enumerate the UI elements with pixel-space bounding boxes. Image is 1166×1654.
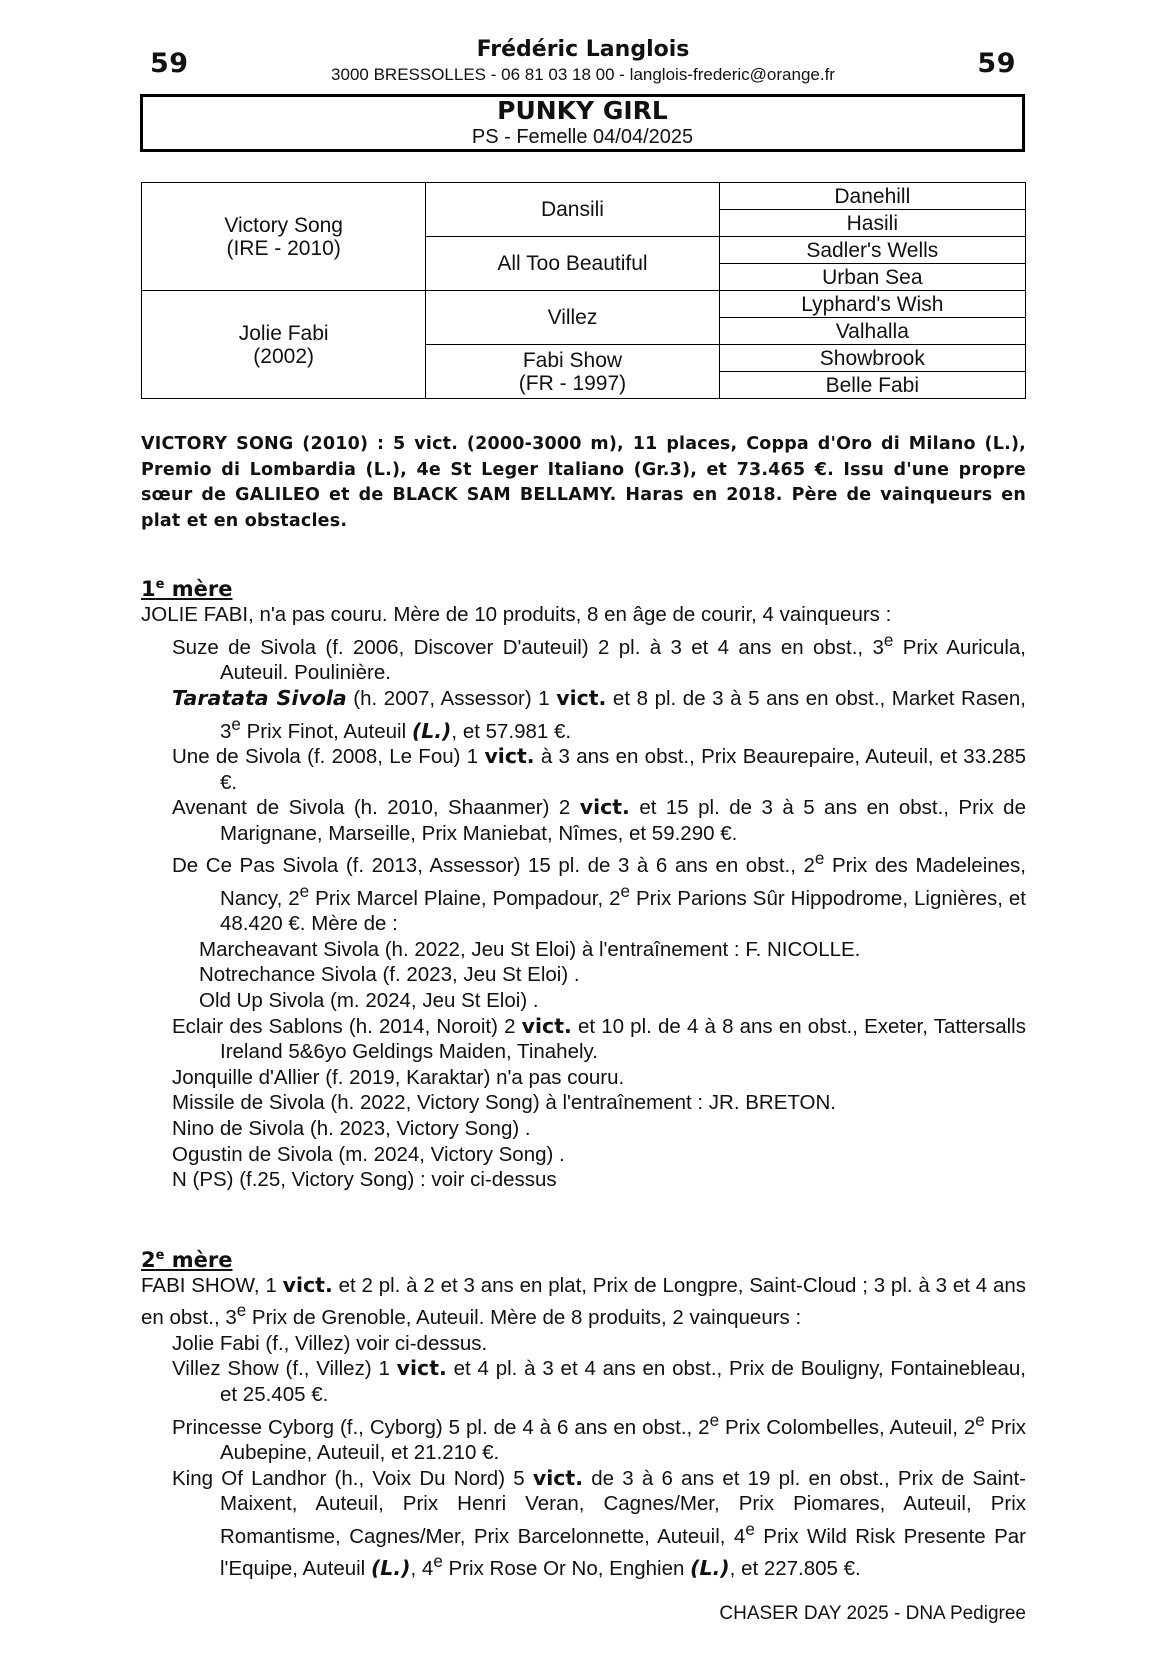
granddaughter-produce-1: Marcheavant Sivola (h. 2022, Jeu St Eloi) à l'entraînement : F. NICOLLE. (199, 937, 861, 961)
pedigree-g3-7: Showbrook (719, 345, 1025, 372)
second-dam-produce-1: Jolie Fabi (f., Villez) voir ci-dessus. (172, 1331, 488, 1355)
pedigree-dam (142, 291, 426, 399)
pedigree-g3-4: Urban Sea (719, 264, 1025, 291)
first-dam-produce-5: De Ce Pas Sivola (f. 2013, Assessor) 15 pl. de 3 à 6 ans en obst., 2e Prix des Madeleines, Nancy, 2e Prix Marcel Plaine, Pompadour, 2e Prix Parions Sûr Hippodrome, Lignières, et 48.420 €. Mère de : (172, 849, 1026, 936)
first-dam-heading: 1e mère (141, 577, 233, 602)
pedigree-g3-5: Lyphard's Wish (719, 291, 1025, 318)
pedigree-g3-6: Valhalla (719, 318, 1025, 345)
first-dam-produce-9: Nino de Sivola (h. 2023, Victory Song) . (172, 1116, 531, 1140)
sire-info: (IRE - 2010) (226, 236, 341, 260)
first-dam-produce-2: Taratata Sivola (h. 2007, Assessor) 1 vict. et 8 pl. de 3 à 5 ans en obst., Market Rasen, 3e Prix Finot, Auteuil (L.), et 57.981 €. (172, 685, 1026, 743)
dam-dam-info: (FR - 1997) (518, 371, 627, 395)
pedigree-g3-2: Hasili (719, 210, 1025, 237)
pedigree-sire (142, 183, 426, 291)
first-dam-produce-4: Avenant de Sivola (h. 2010, Shaanmer) 2 vict. et 15 pl. de 3 à 5 ans en obst., Prix de Marignane, Marseille, Prix Maniebat, Nîmes, et 59.290 €. (172, 795, 1026, 845)
consignor-name: Frédéric Langlois (476, 37, 690, 62)
pedigree-g3-8: Belle Fabi (719, 372, 1025, 399)
second-dam-intro: FABI SHOW, 1 vict. et 2 pl. à 2 et 3 ans en plat, Prix de Longpre, Saint-Cloud ; 3 pl. à 3 et 4 ans en obst., 3e Prix de Grenoble, Auteuil. Mère de 8 produits, 2 vainqueurs : (141, 1272, 1026, 1330)
sire-description: VICTORY SONG (2010) : 5 vict. (2000-3000 m), 11 places, Coppa d'Oro di Milano (L.), Premio di Lombardia (L.), 4e St Leger Italiano (Gr.3), et 73.465 €. Issu d'une propre sœur de GALILEO et de BLACK SAM BELLAMY. Haras en 2018. Père de vainqueurs en plat et en obstacles. (141, 434, 1026, 531)
pedigree-dam-sire: Villez (426, 291, 719, 345)
granddaughter-produce-3: Old Up Sivola (m. 2024, Jeu St Eloi) . (199, 989, 539, 1012)
second-dam-heading: 2e mère (141, 1247, 233, 1272)
second-dam-produce-3: Princesse Cyborg (f., Cyborg) 5 pl. de 4 à 6 ans en obst., 2e Prix Colombelles, Auteuil, 2e Prix Aubepine, Auteuil, et 21.210 €. (172, 1410, 1027, 1464)
first-dam-produce-8: Missile de Sivola (h. 2022, Victory Song) à l'entraînement : JR. BRETON. (172, 1091, 836, 1115)
dam-dam-name: Fabi Show (522, 348, 623, 372)
first-dam-produce-7: Jonquille d'Allier (f. 2019, Karaktar) n'a pas couru. (172, 1065, 625, 1089)
lot-number-right: 59 (977, 48, 1016, 79)
pedigree-table (141, 182, 1026, 399)
first-dam-produce-1: Suze de Sivola (f. 2006, Discover D'auteuil) 2 pl. à 3 et 4 ans en obst., 3e Prix Auricula, Auteuil. Poulinière. (172, 630, 1026, 685)
first-dam-produce-6: Eclair des Sablons (h. 2014, Noroit) 2 vict. et 10 pl. de 4 à 8 ans en obst., Exeter, Tattersalls Ireland 5&6yo Geldings Maiden, Tinahely. (172, 1013, 1026, 1064)
dam-name: Jolie Fabi (238, 321, 329, 345)
sire-name: Victory Song (224, 213, 343, 237)
second-dam-produce-4: King Of Landhor (h., Voix Du Nord) 5 vict. de 3 à 6 ans et 19 pl. en obst., Prix de Saint-Maixent, Auteuil, Prix Henri Veran, Cagnes/Mer, Prix Piomares, Auteuil, Prix Romantisme, Cagnes/Mer, Prix Barcelonnette, Auteuil, 4e Prix Wild Risk Presente Par l'Equipe, Auteuil (L.), 4e Prix Rose Or No, Enghien (L.), et 227.805 €. (172, 1465, 1026, 1580)
consignor-address: 3000 BRESSOLLES - 06 81 03 18 00 - langlois-frederic@orange.fr (331, 65, 835, 84)
pedigree-g3-3: Sadler's Wells (719, 237, 1025, 264)
catalogue-content (141, 432, 1026, 1582)
first-dam-produce-10: Ogustin de Sivola (m. 2024, Victory Song) . (172, 1142, 565, 1166)
pedigree-g3-1: Danehill (719, 183, 1025, 210)
pedigree-sire-sire: Dansili (426, 183, 719, 237)
horse-name: PUNKY GIRL (497, 96, 668, 125)
horse-title-box (140, 94, 1025, 152)
first-dam-intro: JOLIE FABI, n'a pas couru. Mère de 10 produits, 8 en âge de courir, 4 vainqueurs : (141, 603, 892, 627)
dam-info: (2002) (253, 344, 314, 368)
first-dam-produce-11: N (PS) (f.25, Victory Song) : voir ci-dessus (172, 1168, 557, 1192)
first-dam-produce-3: Une de Sivola (f. 2008, Le Fou) 1 vict. à 3 ans en obst., Prix Beaurepaire, Auteuil, et 33.285 €. (172, 744, 1026, 794)
pedigree-sire-dam: All Too Beautiful (426, 237, 719, 291)
granddaughter-produce-2: Notrechance Sivola (f. 2023, Jeu St Eloi) . (199, 963, 580, 987)
lot-number-left: 59 (150, 48, 189, 79)
winner-name: Taratata Sivola (172, 685, 347, 710)
consignor-header (0, 36, 1166, 85)
pedigree-dam-dam (426, 345, 719, 399)
second-dam-produce-2: Villez Show (f., Villez) 1 vict. et 4 pl. à 3 et 4 ans en obst., Prix de Bouligny, Fontainebleau, et 25.405 €. (172, 1356, 1026, 1406)
horse-info: PS - Femelle 04/04/2025 (471, 126, 694, 148)
page-footer: CHASER DAY 2025 - DNA Pedigree (719, 1603, 1026, 1624)
